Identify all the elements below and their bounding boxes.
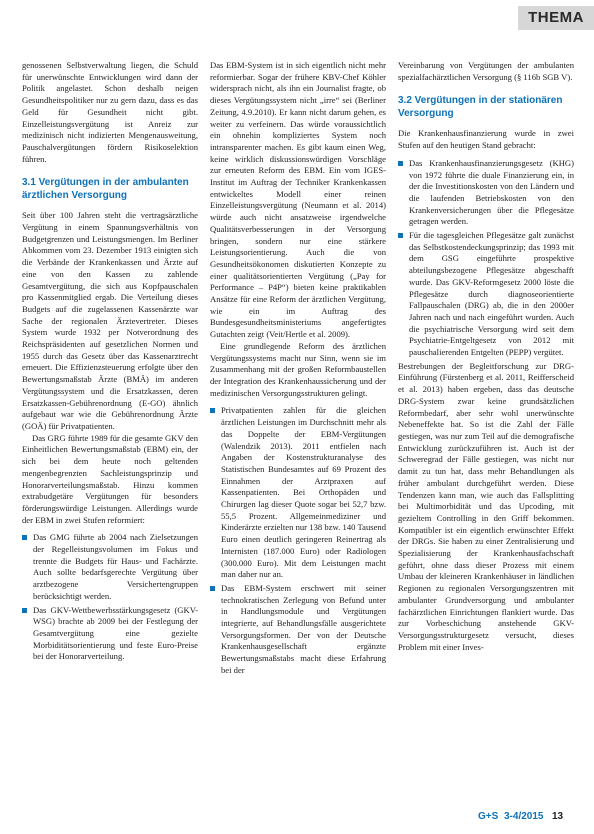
heading-ambulant: 3.1 Vergütungen in der ambulanten ärztlichen Versorgung xyxy=(22,177,189,201)
list-item-text: Privatpatienten zahlen für die gleichen ärztlichen Leistungen im Durchschnitt mehr als das Doppelte der EBM-Vergütungen (Walendzik 2013). 2011 entfielen nach Angaben der Kostenstrukturanalyse des Statistischen Bundesamtes auf 69 Prozent des Einnahmen der Arztpraxen auf Kassenpatienten. Bei Orthopäden und Chirurgen lag dieser Quote sogar bei 52,7 bzw. 55,5 Prozent. Allgemeinmediziner und Kinderärzte erzielten nur 138 bzw. 140 Tausend Euro einen deutlich geringeren Reinertrag als Internisten (187.000 Euro) oder Radiologen (300.000 Euro). Mit dem Leistungen macht man daher nur an. xyxy=(221,405,386,580)
paragraph: Eine grundlegende Reform des ärztlichen Vergütungssystems macht nur Sinn, wenn sie im Zusammenhang mit der großen Reformbaustellen der Integration des Krankenhaussicherung und der medizinischen Versorgungsstrukturen gelingt. xyxy=(210,340,386,398)
column-2 xyxy=(210,60,386,802)
column-3 xyxy=(398,60,574,802)
paragraph: Die Krankenhausfinanzierung wurde in zwei Stufen auf den heutigen Stand gebracht: xyxy=(398,128,574,151)
bullet-square-icon xyxy=(398,233,403,238)
list-item-text: Das GMG führte ab 2004 nach Zielsetzungen der Regelleistungsvolumen im Fokus und trennte die Budgets für Haus- und Fachärzte. Auch sollte bedarfsgerechte Vergütung über arztbezogene Versichertengruppen berücksichtigt werden. xyxy=(33,532,198,601)
bullet-square-icon xyxy=(22,535,27,540)
paragraph: Das GRG führte 1989 für die gesamte GKV den Einheitlichen Bewertungsmaßstab (EBM) ein, der sich bei dem heute noch geltenden mengenbegrenzten Sachleistungsprinzip und Honorarverteilungsmaßstab. Hinzu kommen extrabudgetäre Vergütungen für besonders förderungswürdige Leistungen. Allerdings wurde der EBM in zwei Stufen reformiert: xyxy=(22,432,198,525)
list-item xyxy=(398,230,574,359)
list-item xyxy=(210,583,386,677)
list-item-text: Für die tagesgleichen Pflegesätze galt zunächst das Selbstkostendeckungsprinzip; das 1993 mit dem GSG eingeführte prospektive abteilungsbezogene Pflegesätze abgeschafft wurde. Das GKV-Reformgesetz 2000 löste die Pflegesätze durch diagnoseorientierte Fallpauschalen (DRG) ab, die in den 2000er Jahren nach und nach eingeführt wurden. Auch die psychiatrische Versorgung wird seit dem Psychiatrie-Entgeltgesetz von 2012 mit pauschalierenden Entgelten (PEPP) vergütet. xyxy=(409,230,574,358)
list-item-text: Das GKV-Wettbewerbsstärkungsgesetz (GKV-WSG) brachte ab 2009 bei der Festlegung der Gesamtvergütung eine gezielte Morbiditätsorientierung und feste Euro-Preise bei der Honorarverteilung. xyxy=(33,604,198,662)
bullet-square-icon xyxy=(210,586,215,591)
column-1 xyxy=(22,60,198,802)
issue-number: 3-4/2015 xyxy=(504,811,544,822)
page-footer xyxy=(0,808,594,828)
list-item xyxy=(398,158,574,228)
header-bar xyxy=(0,6,594,30)
list-item xyxy=(22,605,198,664)
bullet-list xyxy=(22,532,198,663)
list-item xyxy=(22,532,198,602)
paragraph-intro: genossenen Selbstverwaltung liegen, die Schuld für unerwünschte Entwicklungen wird dann der Politik angelastet. Schon deshalb neigen Gesundheitspolitiker nur zu gern dazu, dass es das Geld für Gesundheit nicht gibt. Einzelleistungsvergütung ist Anreiz zur medizinisch nicht indizierten Mengenausweitung, Pauschalvergütungen fördern Risikoselektion führen. xyxy=(22,60,198,164)
list-item-text: Das EBM-System erschwert mit seiner technokratischen Zerlegung von Befund unter in Handlungsmodule und Vergütungen integrierte, auf Behandlungsfälle ausgerichtete Versorgungsformen. Der von der Deutsche Krankenhausgesellschaft ergänzte Bewertungsmaßstabs macht diese Erfahrung bei der xyxy=(221,582,386,675)
bullet-list xyxy=(210,405,386,676)
section-label: THEMA xyxy=(518,6,594,30)
paragraph: Bestrebungen der Begleitforschung zur DRG-Einführung (Fürstenberg et al. 2011, Reifferscheid et al. 2013) haben ergeben, dass das deutsche DRG-System zwar keine grundsätzlichen Reformbedarf, aber sehr wohl unerwünschte Nebeneffekte hat. So ist die Zahl der Fälle gestiegen, was nur zum Teil auf die demografische Entwicklung zurückzuführen ist. Auch ist der Schweregrad der Fälle gestiegen, was nicht nur damit zu tun hat, dass mehr Behandlungen als früher ambulant durchgeführt werden. Diese Tendenzen kann man, wie auch das Fallsplitting bei Multimorbidität und das Upcoding, mit gezieltem Controlling in den Griff bekommen. Kompatibler ist ein eigentlich erwünschter Effekt der DRGs. Sie haben zu einer Zentralisierung und Spezialisierung der Krankenhausfachschaft geführt, ohne dass dieser Prozess mit einem Umbau der kleineren Krankenhäuser in ländlichen Regionen zu regionalen Versorgungszentren mit ambulanter Grundversorgung und ambulanter fachärztlichen Einrichtungen flankiert wurde. Das zur Vorbeschichung anstehende GKV-Versorgungsstrukturgesetz versucht, dieses Problem mit einer Inves- xyxy=(398,360,574,652)
bullet-square-icon xyxy=(22,608,27,613)
bullet-list xyxy=(398,158,574,359)
article-columns xyxy=(22,60,574,802)
list-item xyxy=(210,405,386,581)
page-number: 13 xyxy=(552,811,564,822)
bullet-square-icon xyxy=(398,161,403,166)
bullet-square-icon xyxy=(210,408,215,413)
paragraph: Vereinbarung von Vergütungen der ambulanten spezialfachärztlichen Versorgung (§ 116b SGB V). xyxy=(398,60,574,82)
paragraph: Das EBM-System ist in sich eigentlich nicht mehr reformierbar. Sogar der frühere KBV-Chef Köhler widersprach nicht, als ihn ein Journalist fragte, ob dieses Vergütungssystem nicht „irre“ sei (Berliner Zeitung, 4.9.2010). Er kann nicht darum gehen, es weiter zu verfeinern. Das würde voraussichtlich ein ohnehin kompliziertes System noch intransparenter machen. Es gibt kaum einen Weg, keine wirklich diskussionswürdigen Vorschläge zur erneuten Reform des EBM. Ein vom IGES-Institut im Auftrag der Techniker Krankenkassen entwickeltes Modell einer reinen Einzelleistungsvergütung (Neumann et al. 2014) würde auch nicht ansatzweise irgendwelche Qualitätsverbesserungen in der Versorgung bringen, sondern nur eine stärkere Leistungsorientierung. Auch die von Gesundheitsökonomen diskutierten Konzepte zu einer qualitätsorientierten Vergütung („Pay for Performance – P4P“) bieten keine praktikablen Ansätze für eine Reform der ärztlichen Vergütung, wie ein im Auftrag des Bundesgesundheitsministeriums angefertigtes Gutachten zeigt (Veit/Hertle et al. 2009). xyxy=(210,60,386,340)
list-item-text: Das Krankenhausfinanzierungsgesetz (KHG) von 1972 führte die duale Finanzierung ein, in der die Investitionskosten von den Ländern und die laufenden Betriebskosten von den Krankenversicherungen über die Pflegesätze getragen werden. xyxy=(409,157,574,227)
heading-stationaer: 3.2 Vergütungen in der stationären Versorgung xyxy=(398,95,563,119)
magazine-name: G+S xyxy=(478,811,499,822)
paragraph: Seit über 100 Jahren steht die vertragsärztliche Vergütung in einem Spannungsverhältnis von Budgetgrenzen und Leistungsmengen. Im Berliner Abkommen vom 23. Dezember 1913 einigten sich die Verbände der Krankenkassen und Ärzte auf eine von den Kassen zu zahlende Gesamtvergütung, die sich aus Kopfpauschalen pro Kassenmitglied ergab. Die Verteilung dieses Budgets auf die zugelassenen Kassenärzte war Sache der regionalen Ärztevertreter. Dieses System wurde 1932 per Notverordnung des Reichspräsidenten auf gesetzlichen Normen und 1955 durch das Gesetz über das Kassenarztrecht erneuert. Die Effizienzsteuerung erfolgte über den Bewertungsmaßstab Ärzte (BMÄ) im anderen Vergütungssystem und die Ersatzkassen, deren Ersatzkassen-Gebührenordnung (E-GO) ähnlich aufgebaut war wie die Gebührenordnung Ärzte (GOÄ) für Privatpatienten. xyxy=(22,210,198,431)
